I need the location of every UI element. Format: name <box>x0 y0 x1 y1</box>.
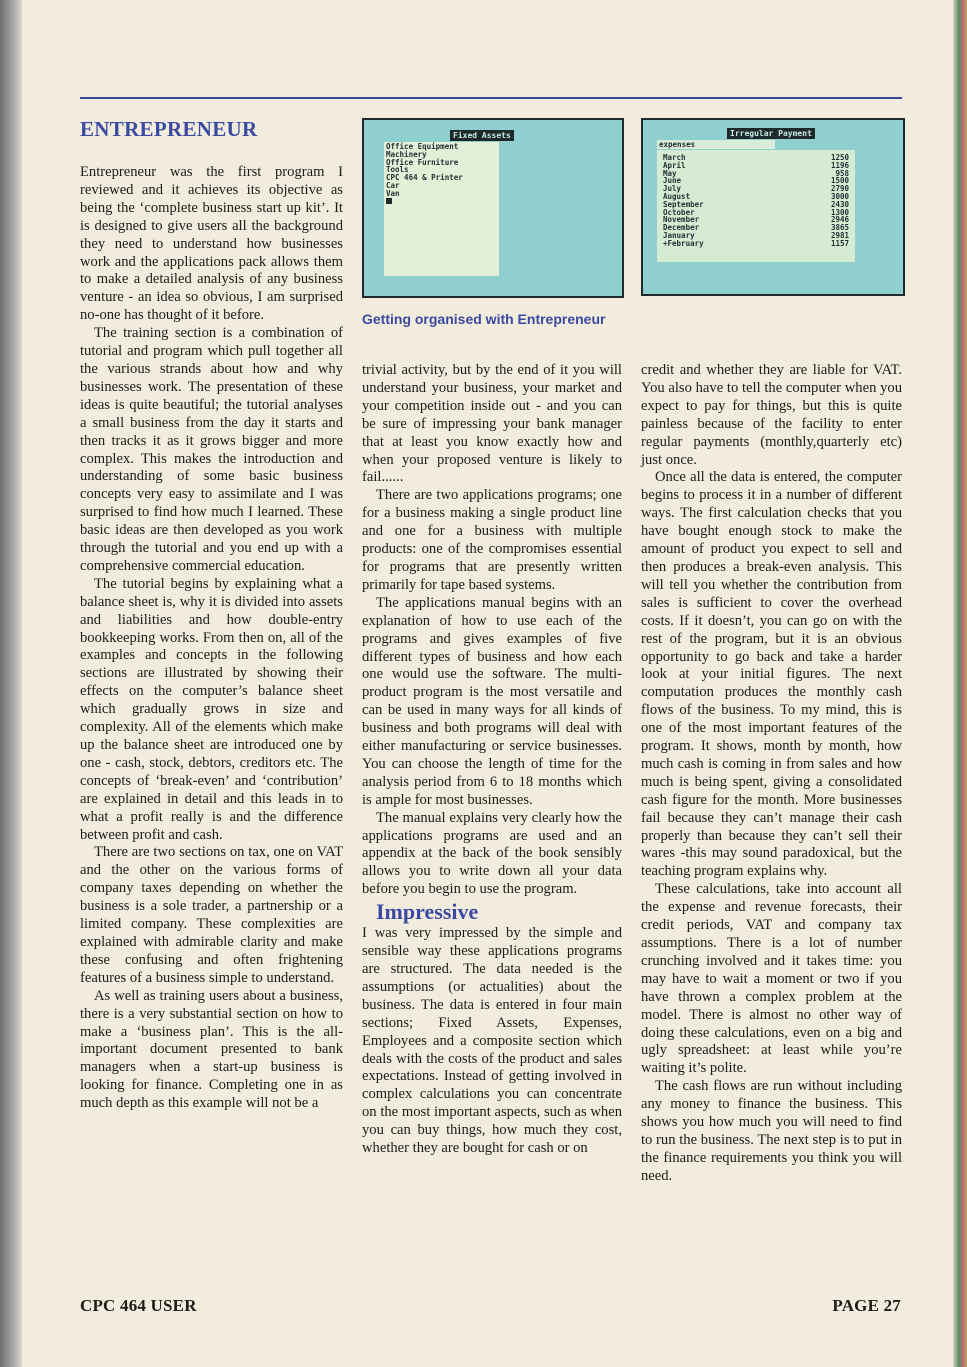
paragraph: The tutorial begins by explaining what a balance sheet is, why it is divided into assets and liabilities and how double-entry bookkeeping works. From then on, all of the examples and concepts in the following sections are illustrated by showing their effects on the computer’s balance sheet which gradually grows in size and complexity. All of the elements which make up the balance sheet are introduced one by one - cash, stock, debtors, creditors etc. The concepts of ‘break-even’ and ‘contribution’ are explained in detail and this leads in to what a profit really is and the difference between profit and cash. <box>80 575 343 843</box>
paragraph: I was very impressed by the simple and sensible way these applications programs are structured. The data needed is the assumptions (or actualities) about the business. The data is entered in four main sections; Fixed Assets, Expenses, Employees and a composite section which deals with the costs of the product and sales expectations. Instead of getting involved in complex calculations you can concentrate on the most important aspects, such as when you can buy things, how much they cost, whether they are bought for cash or on <box>362 925 622 1157</box>
month-value: 1500 <box>830 176 849 186</box>
magazine-name: CPC 464 USER <box>80 1296 197 1315</box>
month-value: 958 <box>835 168 849 178</box>
page-binding-shadow <box>0 0 22 1367</box>
month-value: 3865 <box>830 223 849 233</box>
section-heading: Impressive <box>376 899 479 925</box>
paragraph: As well as training users about a business, there is a very substantial section on how to make a ‘business plan’. This is the all-important document presented to bank managers when a start-up business is looking for finance. Completing one in as much depth as this example will not be a <box>80 987 343 1112</box>
paragraph: There are two sections on tax, one on VAT and the other on the various forms of company taxes depending on whether the business is a sole trader, a partnership or a limited company. These complexities are explained with admirable clarity and make these confusing and often frightening features of a business simple to understand. <box>80 844 343 986</box>
expenses-label: expenses <box>659 140 696 149</box>
page-number: PAGE 27 <box>832 1296 901 1315</box>
month-value: 1196 <box>830 160 849 170</box>
asset-item: CPC 464 & Printer <box>386 173 463 183</box>
paragraph: The training section is a combination of tutorial and program which pull together all the various strands about how and why businesses work. The presentation of these ideas is quite beautiful; the tutorial analyses a small business from the day it starts and then tracks it as it grows bigger and more complex. This makes the introduction and understanding of some basic business concepts very easy to assimilate and I was surprised to find how much I learned. These basic ideas are then developed as you work through the tutorial and you end up with a comprehensive commercial education. <box>80 325 343 574</box>
irregular-payment-screenshot <box>641 118 905 296</box>
month-label: October <box>663 207 695 217</box>
page-edge <box>953 0 967 1367</box>
month-label: November <box>663 215 700 225</box>
paragraph: The cash flows are run without including any money to finance the business. This shows you how much you will need to find to run the business. The next step is to put in the finance requirements you think you will need. <box>641 1078 902 1184</box>
month-label: July <box>663 184 682 194</box>
figure-caption: Getting organised with Entrepreneur <box>362 311 606 327</box>
screen-title: Fixed Assets <box>450 130 514 141</box>
paragraph: The manual explains very clearly how the applications programs are used and an appendix at the back of the book sensibly allows you to write down all your data before you begin to use the program. <box>362 809 622 898</box>
month-value: 3000 <box>830 191 849 201</box>
paragraph: These calculations, take into account all the expense and revenue forecasts, their credit periods, VAT and company tax assumptions. There is a lot of number crunching involved and it takes time: you may have to wait a moment or two if you have thrown a complex problem at the model. There is almost no other way of doing these calculations, even on a big and ugly spreadsheet: at least while you’re waiting it’s polite. <box>641 881 902 1077</box>
paragraph: Once all the data is entered, the computer begins to process it in a number of different ways. The first calculation checks that you have bought enough stock to make the amount of product you expect to sell and then produces a break-even analysis. This will tell you whether the contribution from sales is sufficient to cover the overhead costs. If it doesn’t, you can go on with the rest of the program, but it is an obvious opportunity to go back and take a harder look at your initial figures. The next computation produces the monthly cash flows of the business. To my mind, this is one of the most important features of the program. It shows, month by month, how much cash is coming in from sales and how much is being spent, giving a consolidated cash figure for the month. More businesses fail because they can’t manage their cash properly than because they can’t sell their wares -this may sound paradoxical, but the teaching program explains why. <box>641 469 902 880</box>
paragraph: Entrepreneur was the first program I reviewed and it achieves its objective as being the ‘complete business start up kit’. It is designed to give users all the background they need to understand how businesses work and the applications pack allows them to make a detailed analysis of any business venture - an idea so obvious, I am surprised no-one has thought of it before. <box>80 164 343 324</box>
screen-title: Irregular Payment <box>727 128 815 139</box>
month-label: May <box>663 168 677 178</box>
month-label: September <box>663 199 704 209</box>
asset-item: Machinery <box>386 149 427 159</box>
month-list <box>663 154 704 248</box>
asset-item: Office Equipment <box>386 142 459 151</box>
article-heading: ENTREPRENEUR <box>80 117 258 141</box>
article-column-2 <box>362 362 622 1158</box>
fixed-assets-screenshot <box>362 118 624 298</box>
month-label: June <box>663 176 682 186</box>
month-label: January <box>663 230 695 240</box>
month-label: December <box>663 223 700 233</box>
article-column-1 <box>80 164 343 1113</box>
month-label: March <box>663 153 686 162</box>
month-value: 2790 <box>830 184 849 194</box>
asset-item: Van <box>386 188 400 198</box>
screen-panel <box>657 150 855 262</box>
paragraph: There are two applications programs; one for a business making a single product line and one for a business with multiple products: one of the compromises essential for programs that are presently written primarily for tape based systems. <box>362 487 622 593</box>
article-column-3 <box>641 362 902 1186</box>
month-label: +February <box>663 238 704 248</box>
month-value: 2430 <box>830 199 849 209</box>
month-label: April <box>663 160 686 170</box>
month-value: 2946 <box>830 215 849 225</box>
month-value: 1300 <box>830 207 849 217</box>
month-value: 1157 <box>830 238 849 248</box>
paragraph: trivial activity, but by the end of it you will understand your business, your market and your competition inside out - and you can be sure of impressing your bank manager that at least you know exactly how and when your proposed venture is likely to fail...... <box>362 362 622 486</box>
month-value: 2981 <box>830 230 849 240</box>
asset-item: Car <box>386 180 400 190</box>
asset-item: Office Furniture <box>386 157 459 167</box>
paragraph: The applications manual begins with an explanation of how to use each of the programs and gives examples of five different types of business and how each one would use the software. The multi-product program is the most versatile and can be used in many ways for all kinds of business and both programs will deal with either manufacturing or service businesses. You can choose the length of time for the analysis period from 6 to 18 months which is ample for most businesses. <box>362 594 622 808</box>
value-list <box>831 154 849 248</box>
asset-item: Tools <box>386 165 409 175</box>
header-rule <box>80 97 902 99</box>
month-value: 1250 <box>830 153 849 162</box>
paragraph: credit and whether they are liable for VAT. You also have to tell the computer when you expect to pay for things, but this is quite painless because of the facility to enter regular payments (monthly,quarterly etc) just once. <box>641 362 902 468</box>
asset-list <box>386 143 463 205</box>
month-label: August <box>663 191 691 201</box>
text-cursor <box>386 198 392 204</box>
